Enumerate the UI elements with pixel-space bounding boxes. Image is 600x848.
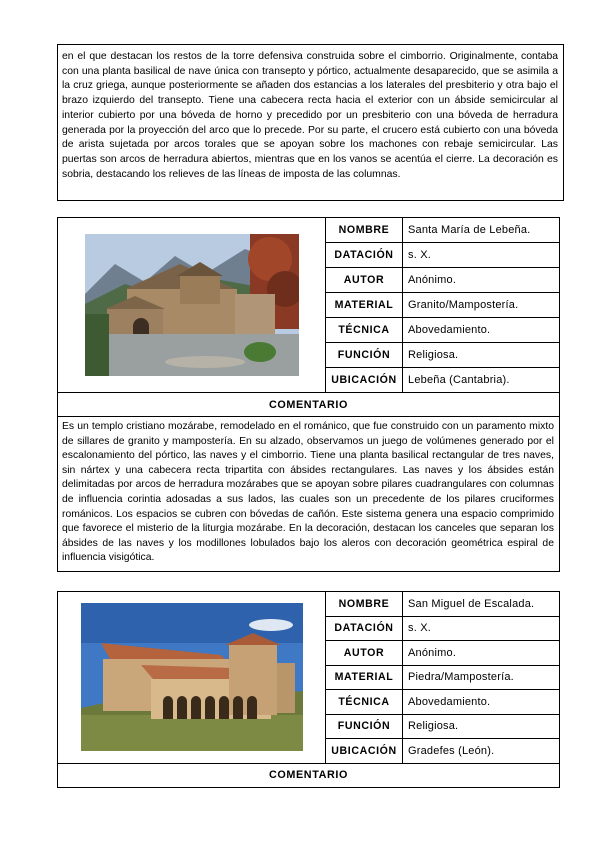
label-datacion: DATACIÓN xyxy=(326,616,403,641)
monument-card-lebena xyxy=(57,217,560,572)
label-autor: AUTOR xyxy=(326,641,403,666)
church-photo-escalada xyxy=(81,603,303,751)
value-tecnica: Abovedamiento. xyxy=(403,318,560,343)
label-funcion: FUNCIÓN xyxy=(326,714,403,739)
label-autor: AUTOR xyxy=(326,268,403,293)
label-nombre: NOMBRE xyxy=(326,218,403,243)
photo-cell xyxy=(58,218,326,393)
value-nombre: San Miguel de Escalada. xyxy=(403,592,560,617)
value-autor: Anónimo. xyxy=(403,268,560,293)
value-material: Granito/Mampostería. xyxy=(403,293,560,318)
label-ubicacion: UBICACIÓN xyxy=(326,368,403,393)
value-ubicacion: Gradefes (León). xyxy=(403,739,560,764)
label-tecnica: TÉCNICA xyxy=(326,318,403,343)
comment-heading: COMENTARIO xyxy=(58,763,560,787)
comment-heading: COMENTARIO xyxy=(58,393,560,417)
value-datacion: s. X. xyxy=(403,243,560,268)
intro-paragraph: en el que destacan los restos de la torre defensiva construida sobre el cimborrio. Originalmente, contaba con una planta basilical de nave única con transepto y pórtico, actualmente desaparecido, que se asimila a la cruz griega, aunque posteriormente se añaden dos estancias a los laterales del presbiterio y otra bajo el brazo izquierdo del transepto. Tiene una cabecera recta hacia el exterior con un ábside semicircular al interior cubierto por una bóveda de horno y precedido por un presbiterio con una bóveda de herradura generada por la proyección del arco que lo precede. Por su parte, el crucero está cubierto con una bóveda de arista sujetada por arcos torales que se apoyan sobre los machones con rebaje semicircular. Las puertas son arcos de herradura abiertos, mientras que en los vanos se acentúa el cierre. La decoración es sobria, destacando los relieves de las líneas de imposta de las columnas. xyxy=(62,51,558,180)
label-nombre: NOMBRE xyxy=(326,592,403,617)
value-autor: Anónimo. xyxy=(403,641,560,666)
value-ubicacion: Lebeña (Cantabria). xyxy=(403,368,560,393)
value-tecnica: Abovedamiento. xyxy=(403,690,560,715)
church-photo-lebena xyxy=(85,234,299,376)
value-material: Piedra/Mampostería. xyxy=(403,665,560,690)
label-material: MATERIAL xyxy=(326,293,403,318)
value-nombre: Santa María de Lebeña. xyxy=(403,218,560,243)
value-funcion: Religiosa. xyxy=(403,714,560,739)
value-funcion: Religiosa. xyxy=(403,343,560,368)
label-ubicacion: UBICACIÓN xyxy=(326,739,403,764)
monument-card-escalada xyxy=(57,591,560,788)
label-datacion: DATACIÓN xyxy=(326,243,403,268)
intro-text-box xyxy=(57,44,564,201)
label-material: MATERIAL xyxy=(326,665,403,690)
comment-text: Es un templo cristiano mozárabe, remodelado en el románico, que fue construido con un paramento mixto de sillares de granito y mampostería. En su alzado, observamos un juego de volúmenes generado por el escalonamiento del pórtico, las naves y el cimborrio. Tiene una planta basilical rectangular de tres naves, sin nártex y una cabecera recta tripartita con ábsides rectangulares. Las naves y los ábsides están delimitadas por arcos de herradura mozárabes que se apoyan sobre pilares cuadrangulares con columnas de influencia corintia adosadas a sus lados, las cuales son un precedente de los pilares cruciformes románicos. Los espacios se cubren con bóvedas de cañón. Este sistema genera una espacio comprimido que favorece el misterio de la liturgia mozárabe. En la decoración, destacan los canceles que separan los ábsides de las naves y los modillones lobulados bajo los aleros con decoración geométrica espiral de influencia visigótica. xyxy=(58,417,560,572)
photo-cell xyxy=(58,592,326,764)
value-datacion: s. X. xyxy=(403,616,560,641)
label-funcion: FUNCIÓN xyxy=(326,343,403,368)
label-tecnica: TÉCNICA xyxy=(326,690,403,715)
